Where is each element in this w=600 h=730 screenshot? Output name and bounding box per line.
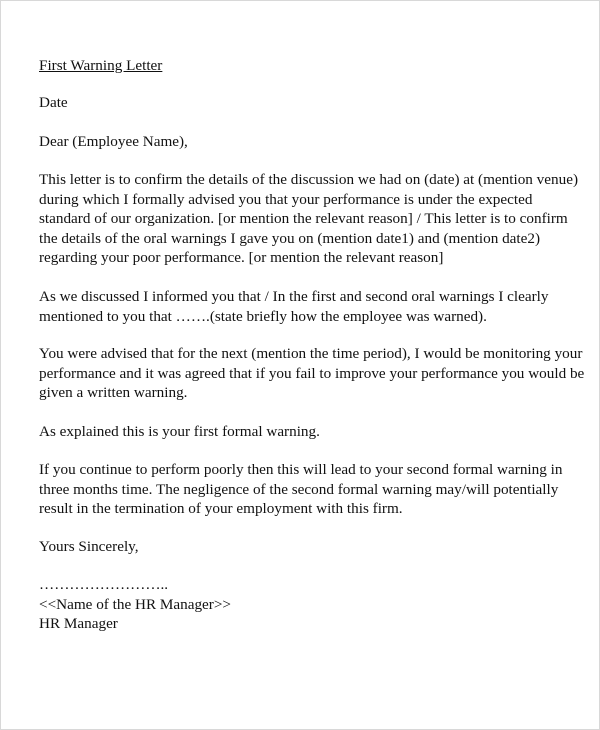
paragraph-line: If you continue to perform poorly then this will lead to your second formal warning in [39,461,563,478]
paragraph-line: As we discussed I informed you that / In the first and second oral warnings I clearly [39,288,549,305]
paragraph-line: This letter is to confirm the details of the discussion we had on (date) at (mention venue) [39,171,579,188]
paragraph-5 [39,460,562,519]
paragraph-line: during which I formally advised you that your performance is under the expected [39,190,533,208]
paragraph-4 [39,422,320,442]
paragraph-line: As explained this is your first formal warning. [39,423,320,440]
signer-title: HR Manager [39,615,118,632]
salutation: Dear (Employee Name), [39,133,188,150]
letter-date: Date [39,94,68,111]
closing: Yours Sincerely, [39,538,139,555]
paragraph-line: result in the termination of your employment with this firm. [39,500,403,517]
paragraph-line: mentioned to you that …….(state briefly how the employee was warned). [39,307,487,325]
paragraph-3 [39,344,584,403]
paragraph-line: performance and it was agreed that if you fail to improve your performance you would be [39,364,585,382]
signature-block [39,575,231,634]
signature-line: …………………….. [39,576,169,593]
paragraph-line: regarding your poor performance. [or mention the relevant reason] [39,249,444,266]
paragraph-line: given a written warning. [39,384,188,401]
paragraph-line: the details of the oral warnings I gave you on (mention date1) and (mention date2) [39,229,541,247]
paragraph-line: You were advised that for the next (mention the time period), I would be monitoring your [39,345,583,362]
signer-name: <<Name of the HR Manager>> [39,595,231,613]
paragraph-2 [39,287,549,326]
paragraph-line: standard of our organization. [or mention the relevant reason] / This letter is to confirm [39,210,568,227]
letter-title: First Warning Letter [39,57,163,74]
paragraph-line: three months time. The negligence of the second formal warning may/will potentially [39,480,559,498]
paragraph-1 [39,170,578,268]
